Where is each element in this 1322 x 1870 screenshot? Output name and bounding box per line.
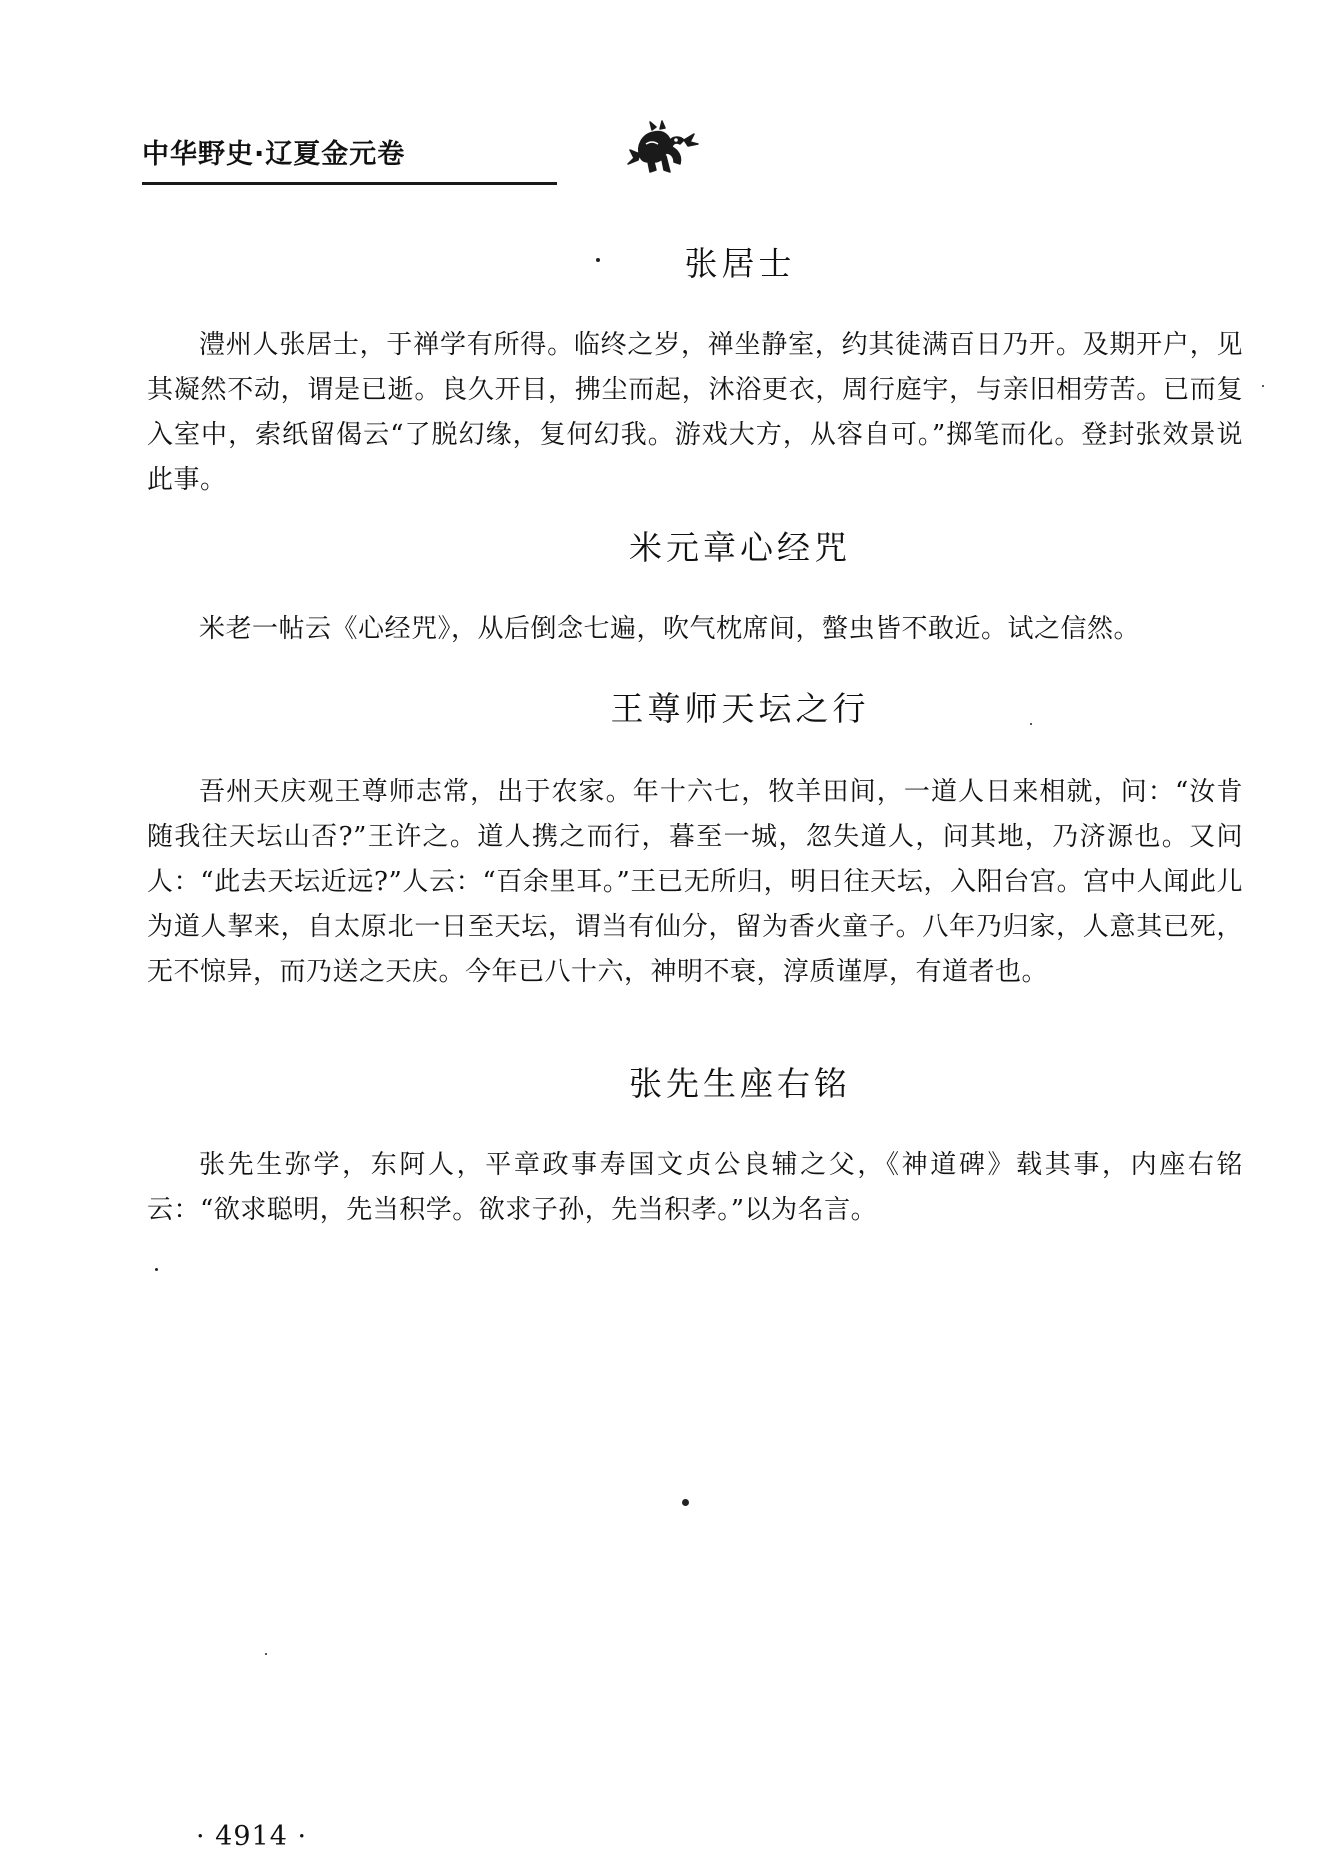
article-body: 澧州人张居士，于禅学有所得。临终之岁，禅坐静室，约其徒满百日乃开。及期开户，见其凝然不动，谓是已逝。良久开目，拂尘而起，沐浴更衣，周行庭宇，与亲旧相劳苦。已而复入室中，索纸留偈云“了脱幻缘，复何幻我。游戏大方，从容自可。”掷笔而化。登封张效景说此事。 [147,330,1243,495]
article-title: 张先生座右铭 [629,1064,851,1103]
article-title: 王尊师天坛之行 [610,689,870,728]
running-head [142,120,557,185]
dragon-emblem-icon [626,116,700,178]
article-zhang-xiansheng [147,1058,1243,1233]
article-body: 吾州天庆观王尊师志常，出于农家。年十六七，牧羊田间，一道人日来相就，问：“汝肯随我往天坛山否?”王许之。道人携之而行，暮至一城，忽失道人，问其地，乃济源也。又问人：“此去天坛近远?”人云：“百余里耳。”王已无所归，明日往天坛，入阳台宫。宫中人闻此儿为道人挈来，自太原北一日至天坛，谓当有仙分，留为香火童子。八年乃归家，人意其已死，无不惊异，而乃送之天庆。今年已八十六，神明不衰，淳质谨厚，有道者也。 [147,777,1243,987]
article-mi-yuanzhang [147,522,1243,652]
article-body: 张先生弥学，东阿人，平章政事寿国文贞公良辅之父，《神道碑》载其事，内座右铭云：“欲求聪明，先当积学。欲求子孙，先当积孝。”以为名言。 [147,1150,1243,1225]
scan-speck [596,258,600,262]
article-title: 张居士 [684,244,796,283]
scan-speck [265,1653,267,1655]
article-body: 米老一帖云《心经咒》，从后倒念七遍，吹气枕席间，螫虫皆不敢近。试之信然。 [199,614,1141,644]
scan-speck [682,1499,689,1506]
running-head-title: 中华野史·辽夏金元卷 [142,139,406,170]
article-zhang-jushi [147,238,1243,503]
scan-speck [1262,385,1264,387]
page-number: · 4914 · [196,1821,308,1852]
article-wang-zunshi [147,683,1243,995]
scan-speck [1030,723,1032,725]
article-title: 米元章心经咒 [629,528,851,567]
scan-speck [155,1268,158,1271]
